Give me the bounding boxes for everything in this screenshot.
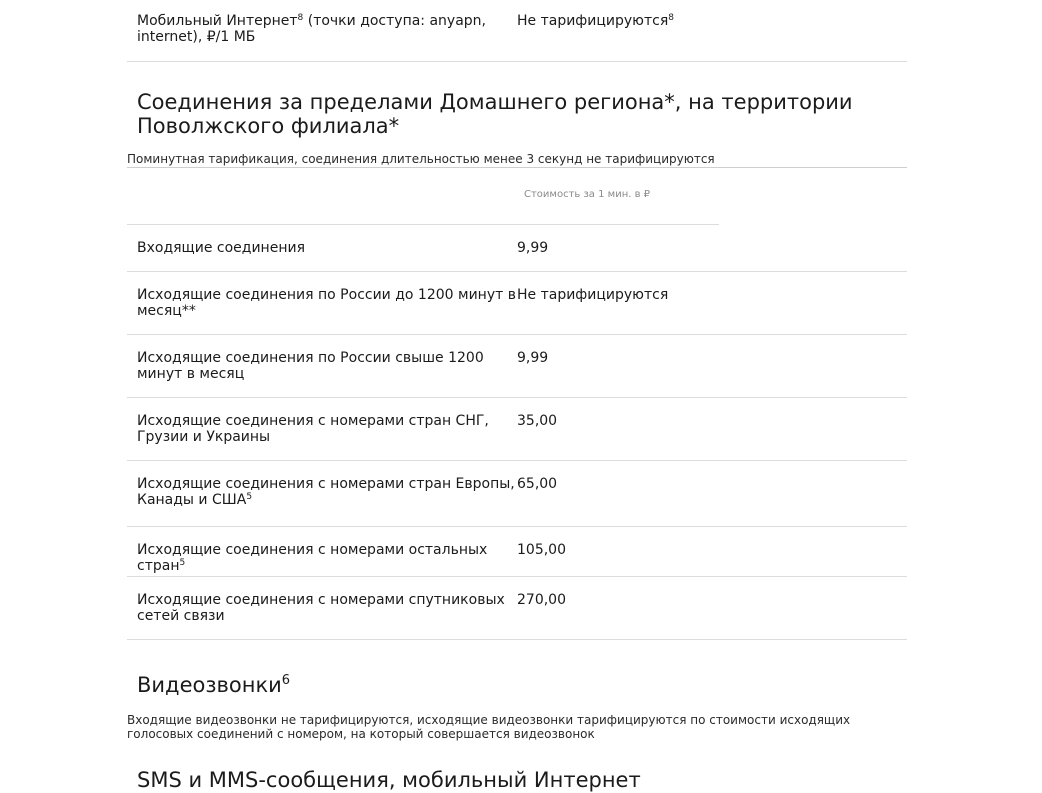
section-title-video-calls: Видеозвонки$^6$ xyxy=(137,673,291,697)
row-value: 9,99 xyxy=(517,240,549,256)
price-table xyxy=(127,225,907,640)
row-value: 105,00 xyxy=(517,542,566,558)
column-header-price: Стоимость за 1 мин. в ₽ xyxy=(524,189,651,200)
row-value: Не тарифицируются$^8$ xyxy=(517,13,674,29)
table-row xyxy=(127,398,907,461)
table-row xyxy=(127,225,907,272)
section-title-outside-region: Соединения за пределами Домашнего региона*, на территории Поволжского филиала* xyxy=(137,90,853,138)
row-name: Входящие соединения xyxy=(137,240,305,256)
row-name: Исходящие соединения с номерами стран Европы, Канады и США$^5$ xyxy=(137,476,515,508)
table-row xyxy=(127,527,907,577)
section-note-outside-region: Поминутная тарификация, соединения длительностью менее 3 секунд не тарифицируются xyxy=(127,152,715,166)
table-row xyxy=(127,272,907,335)
section-note-video-calls: Входящие видеозвонки не тарифицируются, исходящие видеозвонки тарифицируются по стоимости исходящих голосовых соединений с номером, на который совершается видеозвонок xyxy=(127,713,851,741)
table-row-mobile-internet xyxy=(127,0,907,62)
table-row xyxy=(127,335,907,398)
row-name: Исходящие соединения с номерами спутниковых сетей связи xyxy=(137,592,505,624)
row-value: 9,99 xyxy=(517,350,549,366)
row-name: Исходящие соединения по России свыше 1200 минут в месяц xyxy=(137,350,484,382)
row-value: Не тарифицируются xyxy=(517,287,669,303)
row-value: 35,00 xyxy=(517,413,558,429)
row-name: Исходящие соединения по России до 1200 минут в месяц** xyxy=(137,287,516,319)
table-row xyxy=(127,461,907,527)
divider xyxy=(127,167,907,168)
row-name: Исходящие соединения с номерами стран СНГ, Грузии и Украины xyxy=(137,413,489,445)
section-title-sms-mms: SMS и MMS-сообщения, мобильный Интернет xyxy=(137,768,641,792)
row-value: 270,00 xyxy=(517,592,566,608)
row-value: 65,00 xyxy=(517,476,558,492)
row-name: Исходящие соединения с номерами остальных стран$^5$ xyxy=(137,542,488,574)
row-name: Мобильный Интернет$^8$ (точки доступа: anyapn, internet), ₽/1 МБ xyxy=(137,13,486,45)
table-row xyxy=(127,577,907,640)
